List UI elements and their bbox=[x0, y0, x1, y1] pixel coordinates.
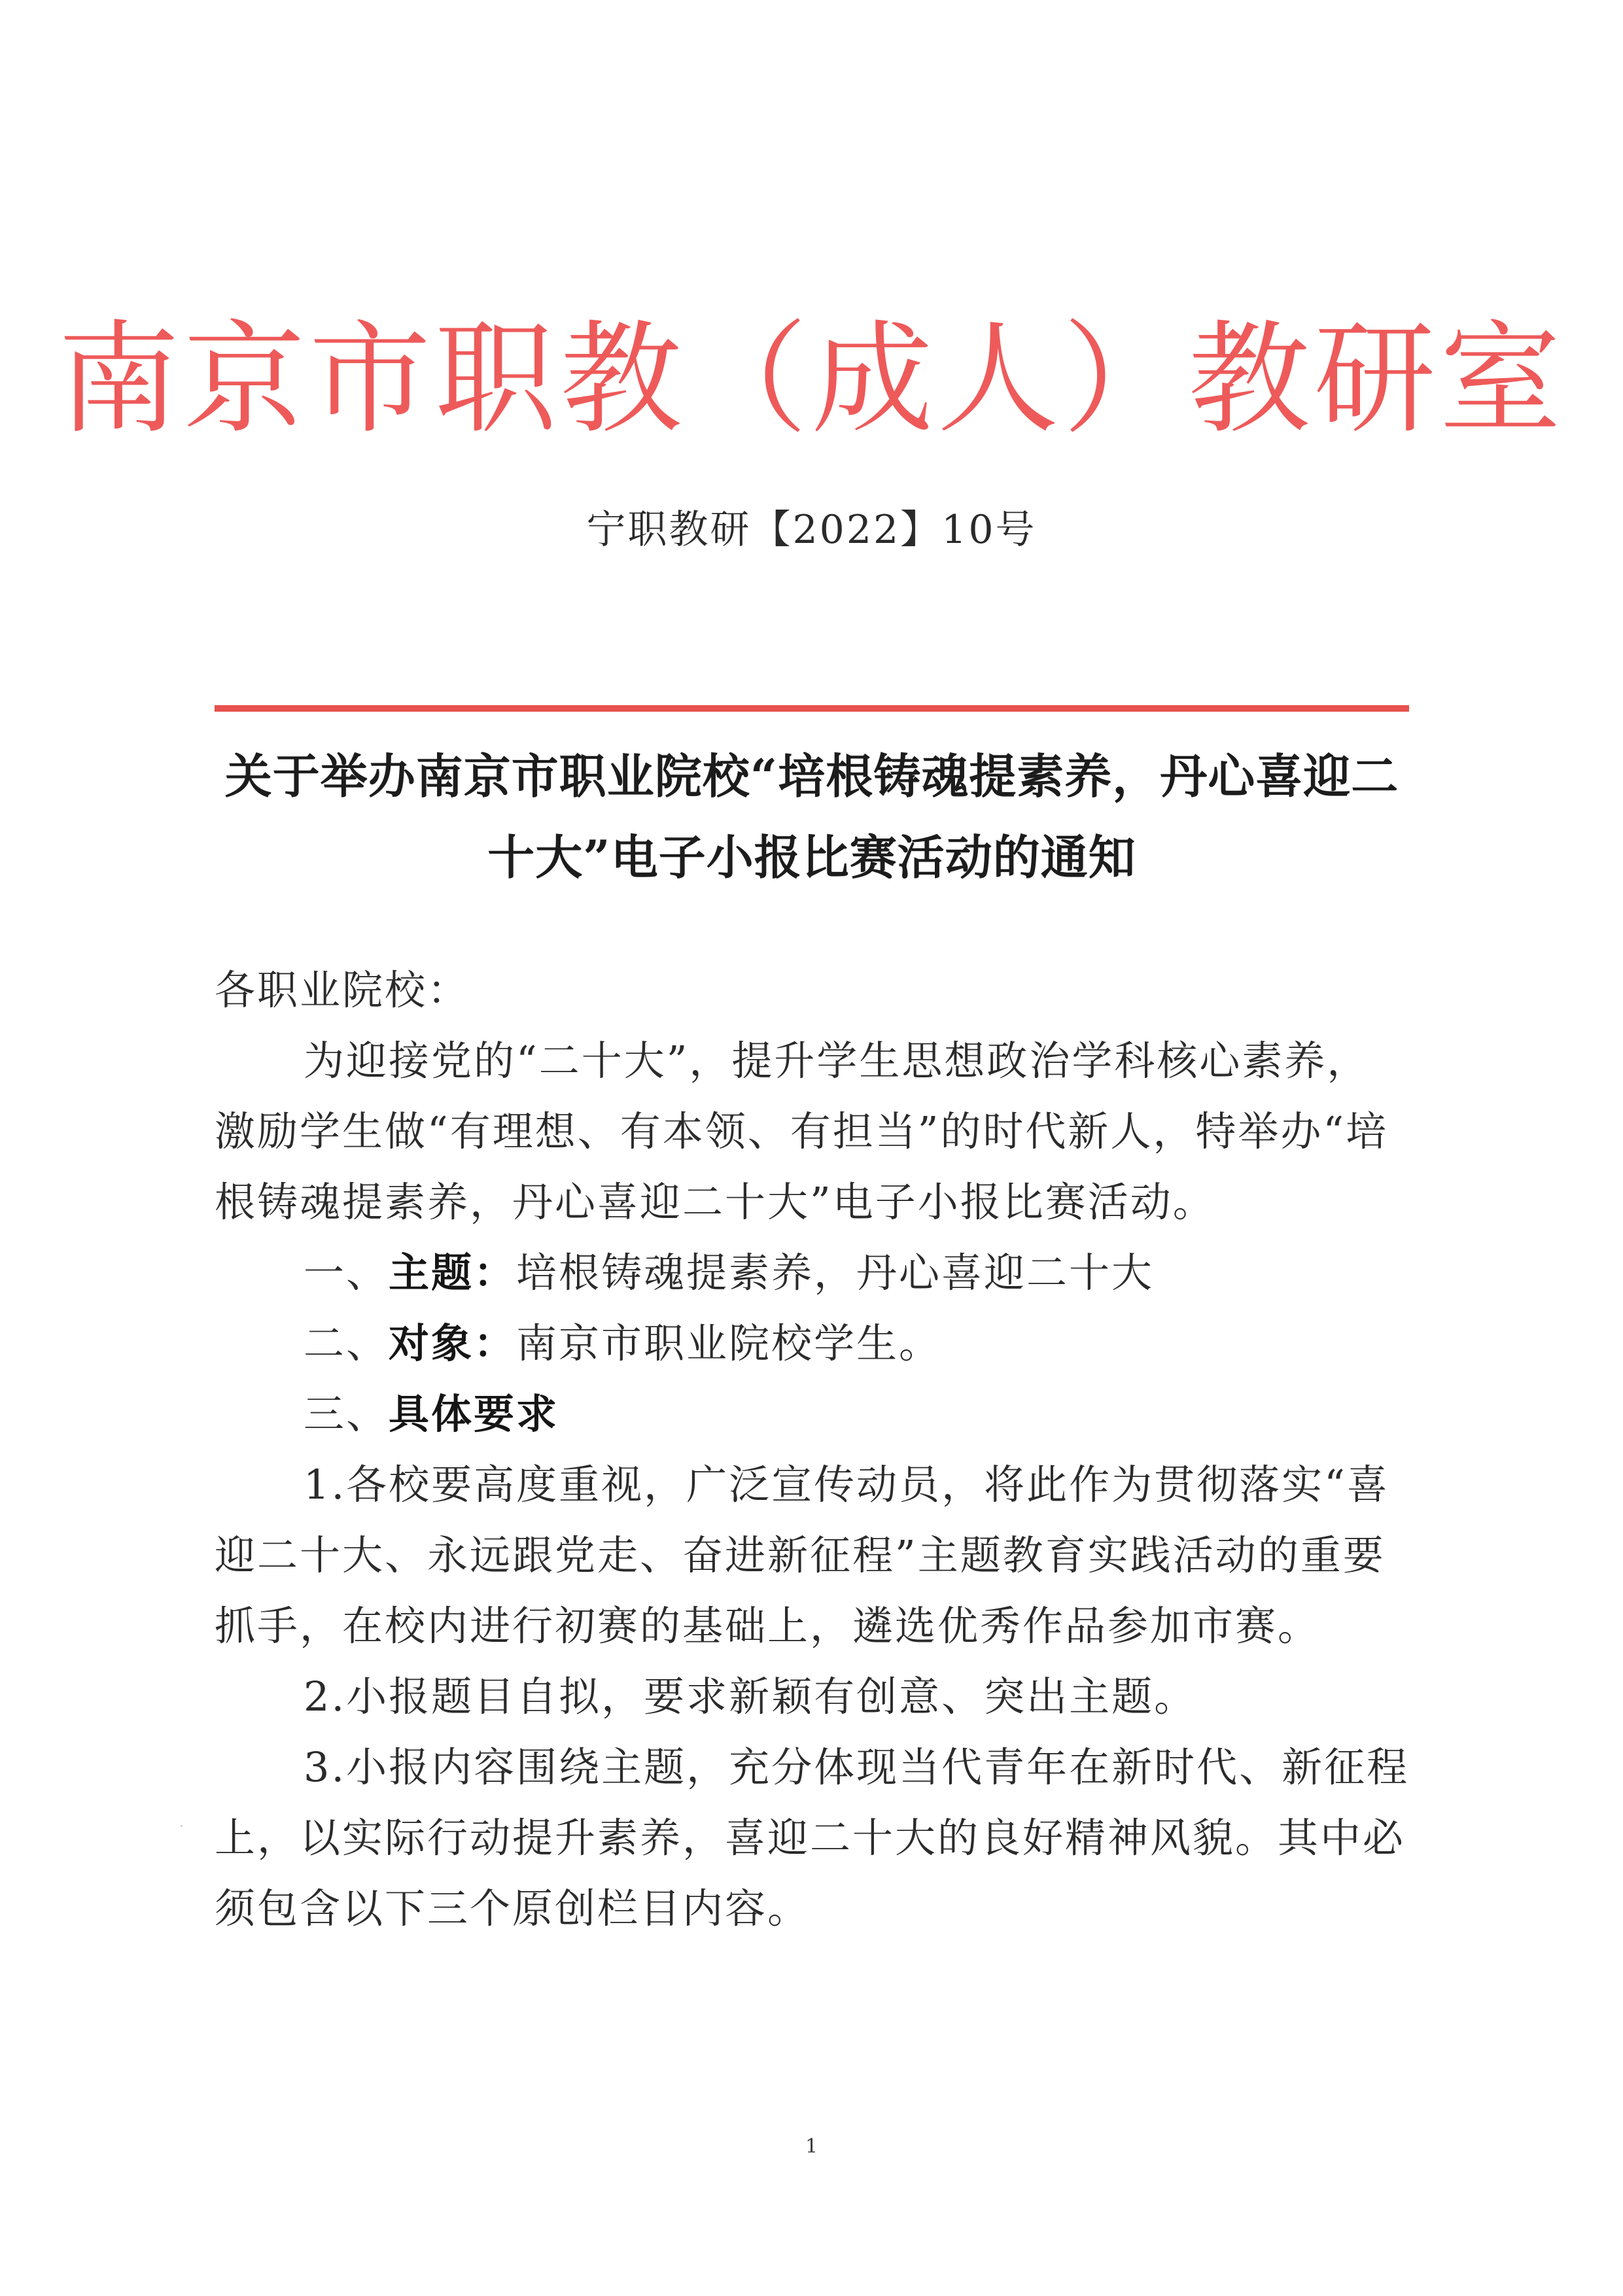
notice-title bbox=[215, 736, 1409, 898]
notice-body bbox=[215, 955, 1416, 1944]
requirement-1-line-3: 抓手，在校内进行初赛的基础上，遴选优秀作品参加市赛。 bbox=[215, 1602, 1321, 1650]
salutation: 各职业院校： bbox=[215, 966, 470, 1014]
page-number: 1 bbox=[805, 2135, 818, 2158]
requirement-3-line-2: 上，以实际行动提升素养，喜迎二十大的良好精神风貌。其中必 bbox=[215, 1814, 1406, 1862]
scan-speck bbox=[181, 1825, 183, 1827]
section-theme bbox=[215, 1238, 1416, 1308]
intro-line-2: 激励学生做“有理想、有本领、有担当”的时代新人，特举办“培 bbox=[215, 1107, 1389, 1155]
section-target-text: 南京市职业院校学生。 bbox=[516, 1319, 942, 1367]
requirement-2: 2.小报题目自拟，要求新颖有创意、突出主题。 bbox=[304, 1673, 1197, 1720]
section-target-label: 对象： bbox=[389, 1319, 517, 1367]
document-number: 宁职教研【2022】10号 bbox=[586, 507, 1037, 553]
requirement-3-line-1: 3.小报内容围绕主题，充分体现当代青年在新时代、新征程 bbox=[304, 1743, 1410, 1791]
section-target-number: 二、 bbox=[304, 1319, 389, 1367]
section-requirements-label: 具体要求 bbox=[389, 1390, 559, 1438]
intro-line-1: 为迎接党的“二十大”，提升学生思想政治学科核心素养， bbox=[304, 1037, 1370, 1085]
red-divider-line bbox=[215, 705, 1409, 712]
requirement-1-line-1: 1.各校要高度重视，广泛宣传动员，将此作为贯彻落实“喜 bbox=[304, 1461, 1389, 1508]
section-requirements-number: 三、 bbox=[304, 1390, 389, 1438]
section-requirements bbox=[215, 1379, 1416, 1450]
notice-title-line-2: 十大”电子小报比赛活动的通知 bbox=[487, 829, 1136, 885]
requirement-1-line-2: 迎二十大、永远跟党走、奋进新征程”主题教育实践活动的重要 bbox=[215, 1531, 1386, 1579]
intro-line-3: 根铸魂提素养，丹心喜迎二十大”电子小报比赛活动。 bbox=[215, 1178, 1215, 1226]
org-name-heading: 南京市职教（成人）教研室 bbox=[58, 308, 1565, 450]
section-theme-label: 主题： bbox=[389, 1249, 517, 1296]
section-target bbox=[215, 1308, 1416, 1379]
section-theme-text: 培根铸魂提素养，丹心喜迎二十大 bbox=[516, 1249, 1155, 1296]
requirement-3-line-3: 须包含以下三个原创栏目内容。 bbox=[215, 1885, 811, 1932]
section-theme-number: 一、 bbox=[304, 1249, 389, 1296]
notice-title-line-1: 关于举办南京市职业院校“培根铸魂提素养，丹心喜迎二 bbox=[224, 748, 1399, 804]
